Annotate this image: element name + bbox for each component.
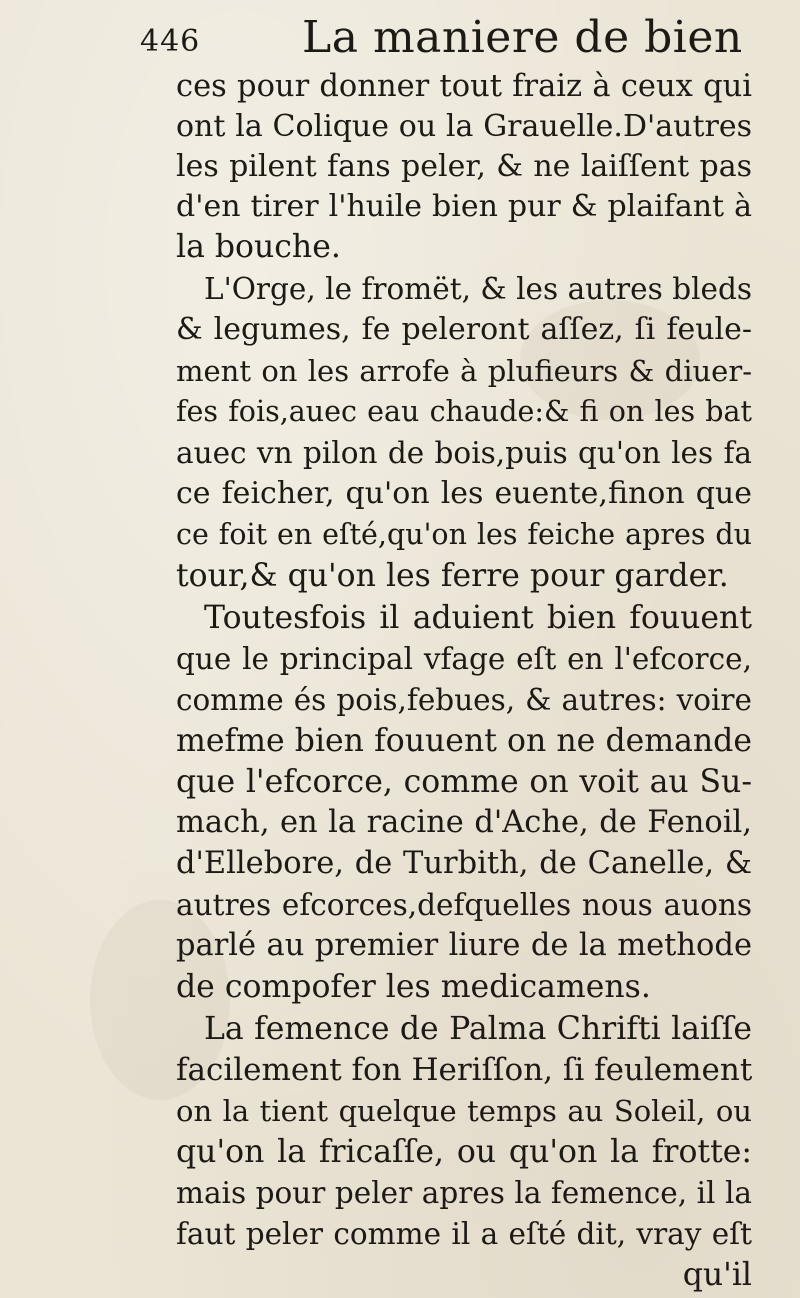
text-line: la bouche. bbox=[176, 229, 341, 265]
text-line: mais pour peler apres la femence, il la bbox=[176, 1176, 752, 1210]
running-title: La maniere de bien bbox=[302, 12, 743, 63]
text-line: ce foit en eſté,qu'on les feiche apres du bbox=[176, 518, 752, 551]
paragraph-start-line: L'Orge, le fromët, & les autres bleds bbox=[204, 272, 752, 306]
text-line: de compofer les medicamens. bbox=[176, 969, 651, 1005]
paragraph-start-line: La femence de Palma Chrifti laiſſe bbox=[204, 1011, 752, 1047]
text-line: que l'efcorce, comme on voit au Su- bbox=[176, 764, 752, 800]
text-line: auec vn pilon de bois,puis qu'on les fa bbox=[176, 436, 752, 470]
text-line: parlé au premier liure de la methode bbox=[176, 928, 752, 963]
text-line: facilement fon Heriſſon, ſi feulement bbox=[176, 1052, 752, 1088]
text-line: qu'on la fricaſſe, ou qu'on la frotte: bbox=[176, 1134, 752, 1170]
text-line: les pilent fans peler, & ne laiſſent pas bbox=[176, 149, 752, 184]
text-line: ces pour donner tout fraiz à ceux qui bbox=[176, 69, 752, 104]
text-line: fes fois,auec eau chaude:& fi on les bat bbox=[176, 395, 752, 428]
text-line: on la tient quelque temps au Soleil, ou bbox=[176, 1094, 752, 1128]
page-header bbox=[140, 12, 743, 63]
catchword: qu'il bbox=[682, 1257, 752, 1293]
text-line: d'en tirer l'huile bien pur & plaifant à bbox=[176, 189, 752, 224]
text-line: faut peler comme il a eſté dit, vray eſt bbox=[176, 1217, 752, 1251]
text-line: ont la Colique ou la Grauelle.D'autres bbox=[176, 109, 752, 144]
text-line: autres efcorces,defquelles nous auons bbox=[176, 888, 752, 922]
text-line: comme és pois,febues, & autres: voire bbox=[176, 683, 752, 717]
paragraph-start-line: Toutesfois il aduient bien fouuent bbox=[204, 600, 752, 636]
text-line: que le principal vfage eſt en l'efcorce, bbox=[176, 642, 752, 676]
text-line: ment on les arrofe à plufieurs & diuer- bbox=[176, 354, 752, 388]
text-line: & legumes, fe peleront aſſez, ſi feule- bbox=[176, 312, 752, 347]
text-line: mefme bien fouuent on ne demande bbox=[176, 723, 752, 759]
text-line: d'Ellebore, de Turbith, de Canelle, & bbox=[176, 846, 752, 881]
text-line: tour,& qu'on les ferre pour garder. bbox=[176, 558, 729, 594]
text-line: ce feicher, qu'on les euente,finon que bbox=[176, 476, 752, 511]
text-line: mach, en la racine d'Ache, de Fenoil, bbox=[176, 805, 752, 840]
page-number: 446 bbox=[140, 24, 201, 59]
